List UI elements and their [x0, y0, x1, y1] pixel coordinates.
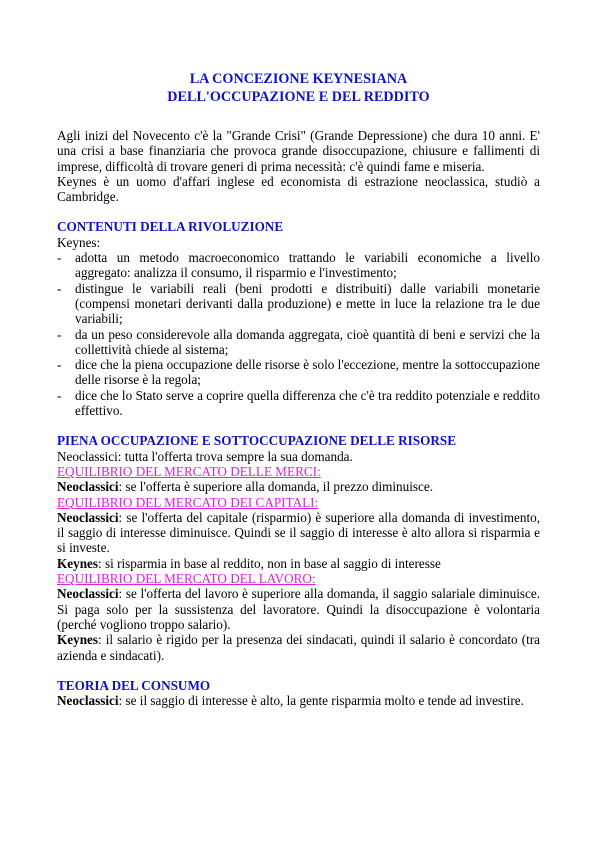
lavoro-keynes-text: : il salario è rigido per la presenza dei sindacati, quindi il salario è concordato (tra azienda e sindacati).: [57, 632, 540, 663]
merci-neoclassici: [57, 479, 540, 494]
list-item: [57, 327, 540, 358]
label-neoclassici: Neoclassici: [57, 479, 119, 495]
subheading-mercato-capitali: EQUILIBRIO DEL MERCATO DEI CAPITALI:: [57, 494, 319, 510]
label-keynes: Keynes: [57, 632, 99, 648]
dash-bullet: -: [57, 326, 62, 342]
document-title: [57, 70, 540, 106]
contenuti-lead: Keynes:: [57, 234, 101, 250]
lavoro-keynes: [57, 632, 540, 663]
spacer: [57, 663, 540, 678]
list-item-text: dice che lo Stato serve a coprire quella differenza che c'è tra reddito potenziale e reddito effettivo.: [75, 387, 540, 419]
list-item-text: distingue le variabili reali (beni prodotti e distribuiti) dalle variabili monetarie (compensi monetari derivanti dalla produzione) e mette in luce la relazione tra le due variabili;: [75, 280, 540, 327]
list-item: [57, 388, 540, 419]
intro-paragraph-2: Keynes è un uomo d'affari inglese ed economista di estrazione neoclassica, studiò a Cambridge.: [57, 173, 540, 205]
lavoro-neo-text: : se l'offerta del lavoro è superiore alla domanda, il saggio salariale diminuisce. Si paga solo per la sussistenza del lavoratore. Quindi la disoccupazione è volontaria (perché vogliono troppo salario).: [57, 586, 540, 632]
heading-contenuti: CONTENUTI DELLA RIVOLUZIONE: [57, 219, 284, 235]
title-line-2: DELL'OCCUPAZIONE E DEL REDDITO: [167, 89, 430, 105]
spacer: [57, 204, 540, 219]
contenuti-list: [57, 250, 540, 418]
label-neoclassici: Neoclassici: [57, 693, 119, 709]
list-item-text: da un peso considerevole alla domanda aggregata, cioè quantità di beni e servizi che la collettività chiede al sistema;: [75, 326, 540, 357]
merci-text: : se l'offerta è superiore alla domanda, il prezzo diminuisce.: [118, 479, 434, 495]
lavoro-neoclassici: [57, 586, 540, 632]
intro-paragraph-1: Agli inizi del Novecento c'è la "Grande Crisi" (Grande Depressione) che dura 10 anni. E' una crisi a base finanziaria che provoca grande disoccupazione, chiusure e fallimenti di imprese, difficoltà di trovare generi di prima necessità: c'è quindi fame e miseria.: [57, 128, 540, 174]
heading-teoria-consumo: TEORIA DEL CONSUMO: [57, 677, 211, 693]
title-line-1: LA CONCEZIONE KEYNESIANA: [189, 71, 408, 87]
list-item-text: dice che la piena occupazione delle risorse è solo l'eccezione, mentre la sottoccupazione delle risorse è la regola;: [75, 357, 540, 388]
capitali-keynes: [57, 556, 540, 571]
dash-bullet: -: [57, 250, 62, 266]
label-neoclassici: Neoclassici: [57, 586, 119, 602]
document-page: [57, 70, 540, 708]
subheading-mercato-lavoro: EQUILIBRIO DEL MERCATO DEL LAVORO:: [57, 571, 316, 587]
label-keynes: Keynes: [57, 555, 99, 571]
spacer: [57, 418, 540, 433]
list-item: [57, 357, 540, 388]
consumo-neo-text: : se il saggio di interesse è alto, la gente risparmia molto e tende ad investire.: [118, 693, 524, 709]
capitali-keynes-text: : si risparmia in base al reddito, non in base al saggio di interesse: [98, 555, 441, 571]
dash-bullet: -: [57, 387, 62, 403]
capitali-neoclassici: [57, 510, 540, 556]
piena-lead: Neoclassici: tutta l'offerta trova sempre la sua domanda.: [57, 448, 353, 464]
dash-bullet: -: [57, 357, 62, 373]
capitali-neo-text: : se l'offerta del capitale (risparmio) è superiore alla domanda di investimento, il saggio di interesse diminuisce. Quindi se il saggio di interesse è alto allora si risparmia e si investe.: [57, 509, 540, 556]
dash-bullet: -: [57, 280, 62, 296]
consumo-neoclassici: [57, 693, 540, 708]
list-item: [57, 281, 540, 327]
list-item-text: adotta un metodo macroeconomico trattando le variabili economiche a livello aggregato: analizza il consumo, il risparmio e l'investimento;: [75, 250, 540, 281]
label-neoclassici: Neoclassici: [57, 509, 119, 525]
heading-piena-occupazione: PIENA OCCUPAZIONE E SOTTOCCUPAZIONE DELLE RISORSE: [57, 433, 457, 449]
subheading-mercato-merci: EQUILIBRIO DEL MERCATO DELLE MERCI:: [57, 463, 321, 479]
list-item: [57, 250, 540, 281]
